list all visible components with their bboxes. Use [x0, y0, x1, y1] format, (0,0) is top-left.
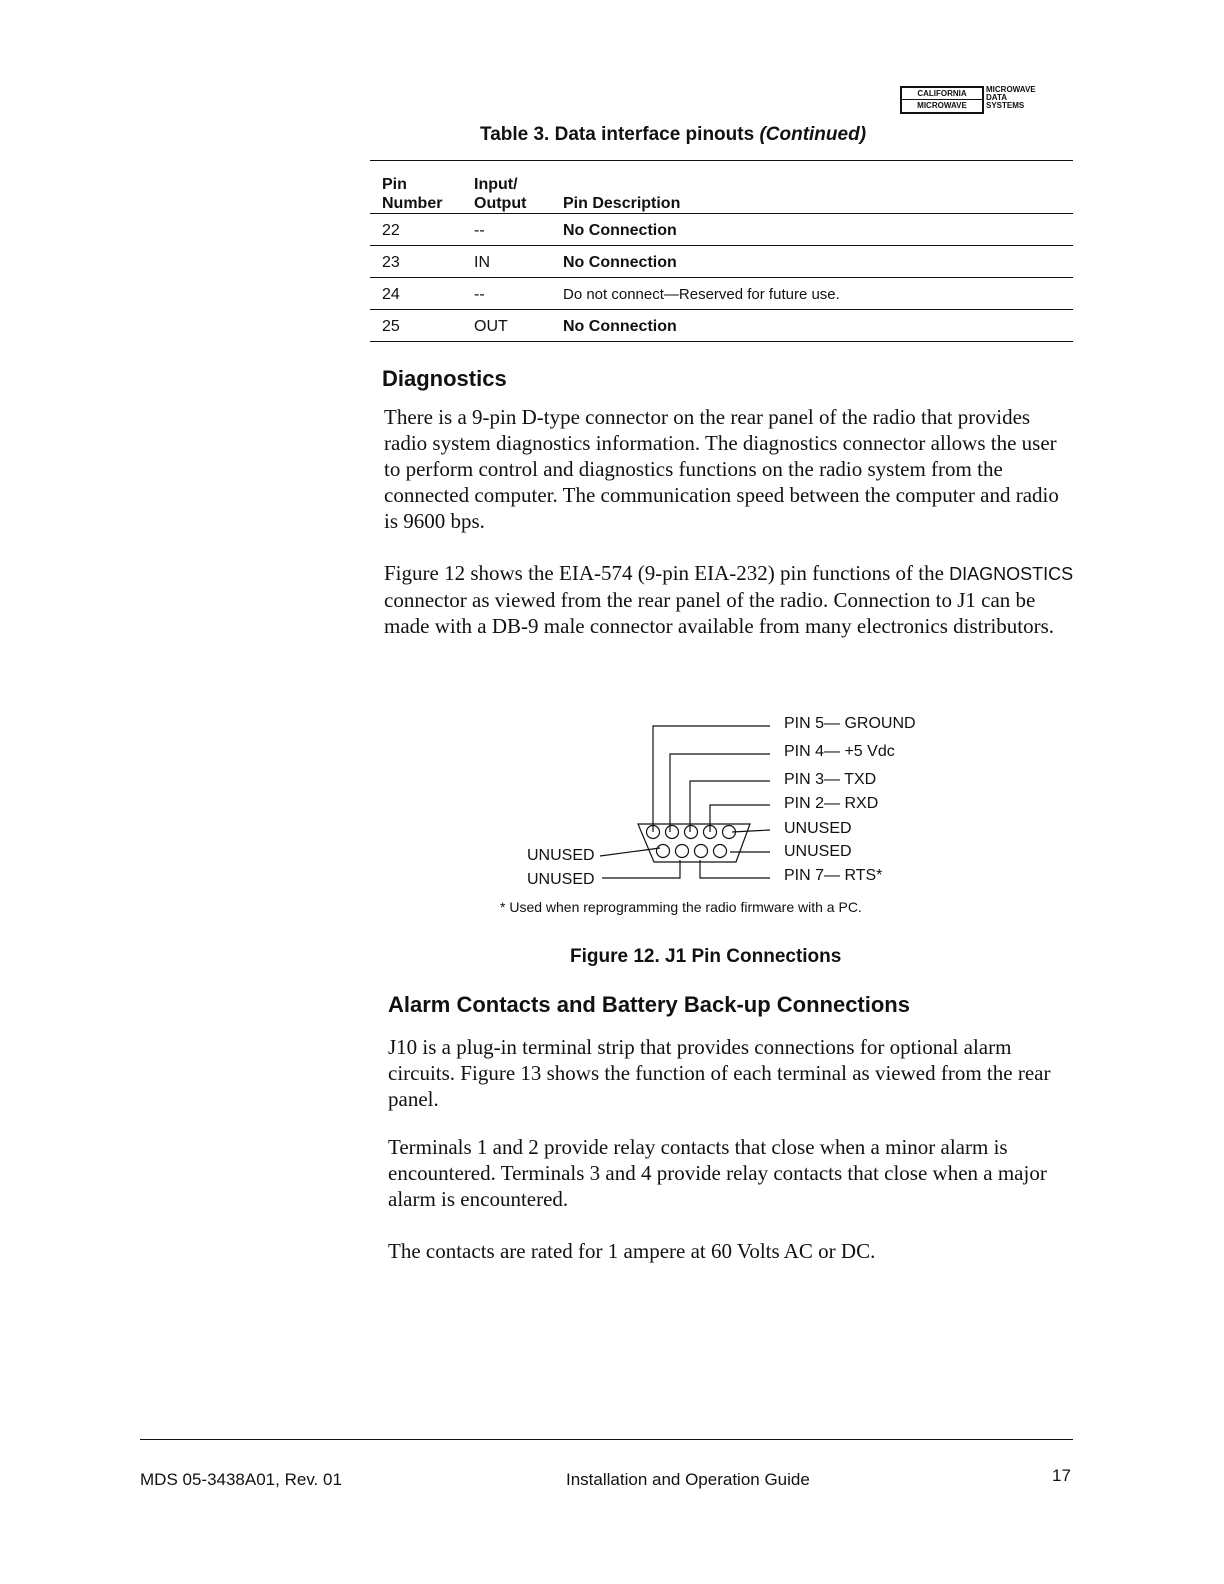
logo-side-line2: DATA: [986, 93, 1008, 102]
label-pin8: UNUSED: [527, 871, 595, 888]
header-io: [474, 175, 526, 213]
para2-connector-name: DIAGNOSTICS: [949, 564, 1074, 584]
cell-io: --: [474, 222, 485, 239]
logo-side-line1: MICROWAVE: [986, 85, 1036, 94]
label-pin5: PIN 5— GROUND: [784, 715, 916, 732]
cell-pin: 25: [382, 318, 400, 335]
cell-desc: No Connection: [563, 318, 677, 335]
pin-circle: [695, 845, 708, 858]
alarm-paragraph-2: Terminals 1 and 2 provide relay contacts that close when a minor alarm is encountered. Terminals 3 and 4 provide relay contacts that close when a major alarm is encountered.: [388, 1135, 1047, 1211]
diagnostics-paragraph-2: [384, 560, 1074, 639]
table-title: [480, 124, 866, 146]
footer-doc-id: MDS 05-3438A01, Rev. 01: [140, 1470, 342, 1489]
leader-pin1: [732, 830, 770, 832]
header-pin-line1: Pin: [382, 176, 407, 193]
cell-desc: No Connection: [563, 254, 677, 271]
logo-text-california: CALIFORNIA: [902, 88, 982, 100]
cell-pin: 24: [382, 286, 400, 303]
j1-pin-diagram: [520, 710, 960, 920]
para2-text-b: connector as viewed from the rear panel of the radio. Connection to J1 can be made with a DB-9 male connector available from many electronics distributors.: [384, 588, 1055, 638]
header-description: Pin Description: [563, 195, 681, 212]
footer-page-number: 17: [1052, 1466, 1071, 1485]
table-title-suffix: (Continued): [759, 124, 867, 145]
alarm-paragraph-1: J10 is a plug-in terminal strip that provides connections for optional alarm circuits. Figure 13 shows the function of each terminal as viewed from the rear panel.: [388, 1035, 1051, 1111]
cell-desc: Do not connect—Reserved for future use.: [563, 286, 840, 303]
label-pin2: PIN 2— RXD: [784, 795, 879, 812]
alarm-heading: Alarm Contacts and Battery Back-up Connections: [388, 992, 910, 1017]
header-io-line2: Output: [474, 195, 527, 212]
header-io-line1: Input/: [474, 176, 518, 193]
diagnostics-heading: Diagnostics: [382, 366, 507, 391]
pin-circle: [676, 845, 689, 858]
logo-side-line3: SYSTEMS: [986, 101, 1025, 110]
label-pin4: PIN 4— +5 Vdc: [784, 743, 895, 760]
table-row: [370, 246, 1073, 278]
logo-side-text: [986, 86, 1036, 110]
footer-rule: [140, 1439, 1073, 1440]
pin-circle: [666, 826, 679, 839]
label-pin7: PIN 7— RTS*: [784, 867, 883, 884]
header-pin-line2: Number: [382, 195, 443, 212]
diagnostics-paragraph-1: There is a 9-pin D-type connector on the rear panel of the radio that provides radio system diagnostics information. The diagnostics connector allows the user to perform control and diagnostics functions on the radio system from the connected computer. The communication speed between the computer and radio is 9600 bps.: [384, 405, 1059, 533]
label-pin1: UNUSED: [784, 820, 852, 837]
label-pin6: UNUSED: [784, 843, 852, 860]
logo-box: [900, 86, 984, 114]
pinout-table: [370, 160, 1073, 342]
leader-pin7: [700, 860, 770, 878]
connector-shell: [638, 824, 750, 862]
figure-caption: Figure 12. J1 Pin Connections: [570, 946, 842, 967]
table-header: [370, 161, 1073, 214]
pin-circle: [657, 845, 670, 858]
logo-text-microwave: MICROWAVE: [917, 101, 967, 110]
company-logo: [900, 86, 1060, 114]
pin-circle: [685, 826, 698, 839]
cell-desc: No Connection: [563, 222, 677, 239]
pin-circle: [714, 845, 727, 858]
label-pin3: PIN 3— TXD: [784, 771, 877, 788]
table-row: [370, 310, 1073, 342]
footer-guide-title: Installation and Operation Guide: [566, 1470, 810, 1489]
table-row: [370, 214, 1073, 246]
leader-pin8: [602, 860, 680, 878]
cell-io: --: [474, 286, 485, 303]
alarm-paragraph-3: The contacts are rated for 1 ampere at 60 Volts AC or DC.: [388, 1239, 876, 1263]
cell-pin: 23: [382, 254, 400, 271]
para2-text-a: Figure 12 shows the EIA-574 (9-pin EIA-232) pin functions of the: [384, 561, 944, 585]
header-pin-number: [382, 175, 442, 213]
cell-io: OUT: [474, 318, 508, 335]
cell-pin: 22: [382, 222, 400, 239]
figure-footnote: * Used when reprogramming the radio firmware with a PC.: [500, 899, 862, 915]
label-pin9: UNUSED: [527, 847, 595, 864]
cell-io: IN: [474, 254, 490, 271]
table-row: [370, 278, 1073, 310]
leader-pin2: [710, 805, 770, 832]
leader-pin4: [670, 754, 770, 832]
table-title-text: Table 3. Data interface pinouts: [480, 124, 755, 145]
